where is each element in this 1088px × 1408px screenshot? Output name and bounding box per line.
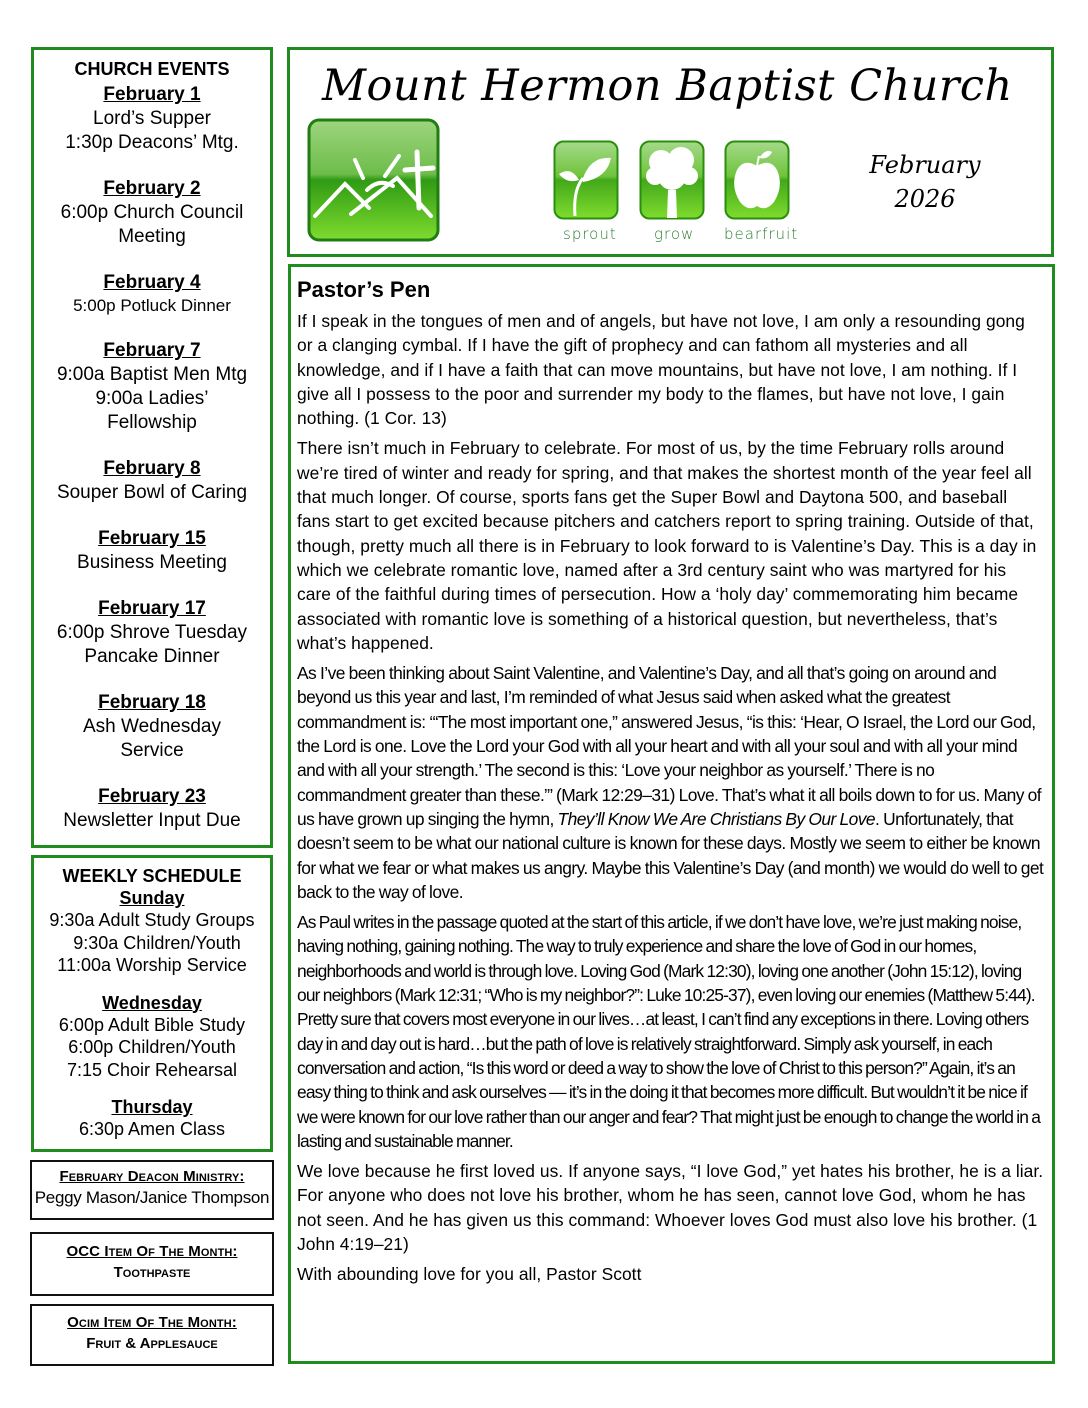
day-label: Wednesday (102, 992, 202, 1013)
event-line: 9:00a Ladies’ (95, 388, 209, 409)
schedule-line: 6:00p Adult Bible Study (58, 1014, 246, 1035)
event-line: Fellowship (107, 412, 197, 433)
event-date: February 4 (103, 272, 201, 293)
article-paragraph: As Paul writes in the passage quoted at the start of this article, if we don’t have love, we’re just making noise, having nothing, gaining nothing. The way to truly experience and share the love of God in our homes, neighborhoods and world is through love. Loving God (Mark 12:30), loving one another (John 15:12), loving our neighbors (Mark 12:31; “Who is my neighbor?”: Luke 10:25-37), even loving our enemies (Matthew 5:44). Pretty sure that covers most everyone in our lives…at least, I can’t find any exceptions in there. Loving others day in and day out is hard…but the path of love is relatively straightforward. Simply ask yourself, in each conversation and action, “Is this word or deed a way to show the love of Christ to this person?” Again, it’s an easy thing to think and ask ourselves — it’s in the doing it that becomes more difficult. But wouldn’t it be nice if we were known for our love rather than our anger and fear? That might just be enough to change the world in a lasting and sustainable manner. (297, 912, 1041, 1151)
ocim-item-box (30, 1304, 274, 1366)
event-item (34, 691, 270, 763)
event-item (34, 83, 270, 155)
schedule-line: 6:00p Children/Youth (68, 1037, 236, 1057)
article-paragraph: There isn’t much in February to celebrate. For most of us, by the time February rolls around we’re tired of winter and ready for spring, and that makes the shortest month of the year feel all that much longer. Of course, sports fans get the Super Bowl and Daytona 500, and baseball fans start to get excited because pitchers and catchers report to spring training. Outside of that, though, pretty much all there is in February to look forward to is Valentine’s Day. This is a day in which we celebrate romantic love, named after a 3rd century saint who was martyred for his care of the faithful during times of persecution. How a ‘holy day’ commemorating him became associated with romantic love is something of a historical question, but nevertheless, that’s what’s happened. (297, 438, 1037, 653)
church-events-panel (31, 47, 273, 848)
schedule-day (34, 1096, 270, 1141)
article-paragraph (297, 661, 1045, 904)
ocim-item-value: Fruit & Applesauce (86, 1335, 218, 1352)
church-events-title: CHURCH EVENTS (74, 59, 230, 79)
article-paragraph: If I speak in the tongues of men and of angels, but have not love, I am only a resounding gong or a clanging cymbal. If I have the gift of prophecy and can fathom all mysteries and all knowledge, and if I have a faith that can move mountains, but have not love, I am nothing. If I give all I possess to the poor and surrender my body to the flames, but have not love, I gain nothing. (1 Cor. 13) (297, 311, 1025, 429)
event-date: February 7 (103, 340, 201, 361)
schedule-line: 9:30a Adult Study Groups (49, 910, 255, 930)
schedule-line: 6:30p Amen Class (78, 1119, 226, 1139)
tree-icon (639, 140, 705, 220)
event-line: Pancake Dinner (84, 646, 220, 667)
occ-item-value: Toothpaste (113, 1264, 191, 1281)
event-line: 9:00a Baptist Men Mtg (56, 364, 248, 385)
pastors-pen-article (288, 264, 1055, 1364)
schedule-line: 7:15 Choir Rehearsal (66, 1059, 238, 1080)
article-title: Pastor’s Pen (297, 277, 431, 302)
ocim-item-title: Ocim Item Of The Month: (67, 1314, 237, 1331)
deacon-ministry-box (30, 1160, 274, 1220)
schedule-line: 11:00a Worship Service (57, 955, 247, 975)
event-date: February 1 (103, 84, 201, 105)
event-date: February 2 (103, 178, 201, 199)
event-line: Souper Bowl of Caring (56, 482, 248, 503)
event-line: 6:00p Shrove Tuesday (56, 622, 248, 643)
newsletter-header (287, 47, 1054, 257)
issue-month: February (869, 151, 981, 179)
mountain-sun-cross-icon (307, 118, 440, 242)
hymn-title: They’ll Know We Are Christians By Our Love (557, 808, 876, 829)
event-line: 1:30p Deacons’ Mtg. (65, 132, 239, 153)
tile-label-bearfruit: bearfruit (724, 225, 799, 243)
event-line: Business Meeting (77, 552, 227, 573)
event-item (34, 785, 270, 833)
hymn-suffix: . (875, 808, 880, 829)
occ-item-title: OCC Item Of The Month: (66, 1243, 238, 1260)
article-signoff: With abounding love for you all, Pastor Scott (297, 1264, 642, 1285)
event-line: Lord’s Supper (93, 108, 211, 129)
event-line: Service (120, 740, 184, 761)
event-item (34, 339, 270, 435)
tile-label-grow: grow (654, 225, 695, 243)
sprout-icon (553, 140, 619, 220)
church-name: Mount Hermon Baptist Church (322, 61, 1013, 111)
deacon-ministry-names: Peggy Mason/Janice Thompson (34, 1188, 270, 1207)
event-line: 5:00p Potluck Dinner (73, 296, 231, 315)
event-item (34, 177, 270, 249)
event-item (34, 527, 270, 575)
schedule-day (34, 887, 270, 977)
paragraph-text: Unfortunately, that doesn’t seem to be what our national culture is known for these days. Mostly we seem to either be known for what we fear or what makes us angry. Maybe this Valentine’s Day (and month) we would do well to get back to the way of love. (297, 808, 1044, 902)
apple-icon (724, 140, 790, 220)
event-line: Newsletter Input Due (63, 810, 241, 831)
event-line: Meeting (118, 226, 186, 247)
event-item (34, 457, 270, 505)
day-label: Thursday (111, 1097, 193, 1117)
weekly-schedule-title: WEEKLY SCHEDULE (62, 866, 242, 886)
schedule-day (34, 992, 270, 1082)
schedule-line: 9:30a Children/Youth (73, 932, 241, 953)
article-paragraph: We love because he first loved us. If anyone says, “I love God,” yet hates his brother, he is a liar. For anyone who does not love his brother, whom he has seen, cannot love God, whom he has not seen. And he has given us this command: Whoever loves God must also love his brother. (1 John 4:19–21) (297, 1161, 1044, 1254)
event-date: February 18 (98, 692, 206, 713)
tile-label-sprout: sprout (563, 225, 617, 243)
event-line: Ash Wednesday (82, 716, 221, 737)
event-line: 6:00p Church Council (60, 202, 244, 223)
deacon-ministry-title: February Deacon Ministry: (59, 1168, 245, 1185)
occ-item-box (30, 1232, 274, 1296)
event-item (34, 597, 270, 669)
event-item (34, 271, 270, 317)
event-date: February 15 (98, 528, 206, 549)
event-date: February 23 (98, 786, 206, 807)
event-date: February 17 (98, 598, 206, 619)
event-date: February 8 (103, 458, 201, 479)
issue-date (850, 148, 1000, 216)
issue-year: 2026 (894, 185, 956, 213)
event-list (34, 83, 270, 833)
day-label: Sunday (119, 888, 185, 908)
weekly-schedule-panel (31, 855, 273, 1152)
paragraph-text: As I’ve been thinking about Saint Valentine, and Valentine’s Day, and all that’s going on around and beyond us this year and last, I’m reminded of what Jesus said when asked what the greatest commandment is: ‘“The most important one,” answered Jesus, “is this: ‘Hear, O Israel, the Lord our God, the Lord is one. Love the Lord your God with all your heart and with all your soul and with all your mind and with all your strength.’ The second is this: ‘Love your neighbor as yourself.’ There is no commandment greater than these.”’ (Mark 12:29–31) Love. That’s what it all boils down to for us. Many of us have grown up singing the hymn, (297, 663, 1042, 829)
